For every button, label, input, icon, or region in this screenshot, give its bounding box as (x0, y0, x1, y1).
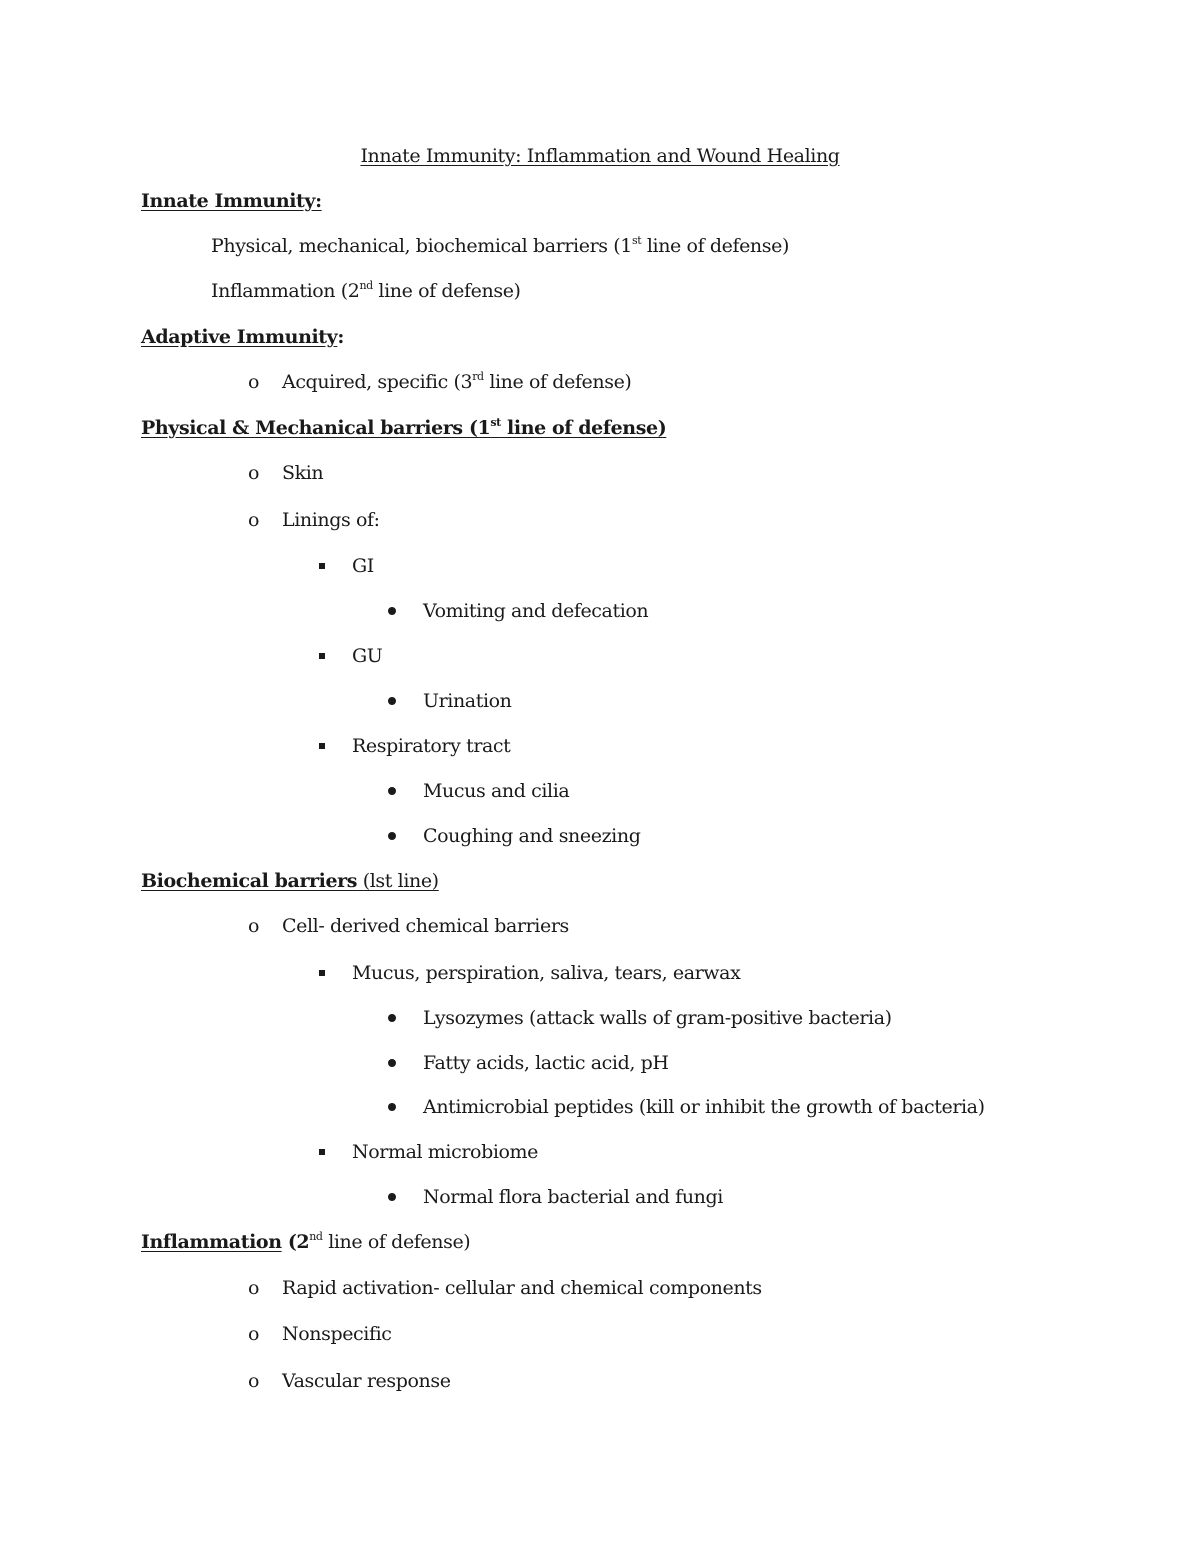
list-item: Respiratory tract (0, 731, 1200, 761)
inflammation-heading: Inflammation (2nd line of defense) (141, 1229, 471, 1253)
circle-bullet-icon: o (248, 371, 260, 393)
list-item: GU (0, 641, 1200, 671)
list-item: o Rapid activation- cellular and chemical components (0, 1273, 1200, 1303)
list-item: Mucus and cilia (0, 776, 1200, 806)
square-bullet-icon (319, 743, 325, 749)
circle-bullet-icon: o (248, 462, 260, 484)
list-item: Antimicrobial peptides (kill or inhibit the growth of bacteria) (0, 1092, 1200, 1122)
dot-bullet-icon (388, 1014, 396, 1022)
list-item: o Cell- derived chemical barriers (0, 911, 1200, 941)
list-item: o Vascular response (0, 1366, 1200, 1396)
square-bullet-icon (319, 1149, 325, 1155)
circle-bullet-icon: o (248, 1277, 260, 1299)
list-item: GI (0, 551, 1200, 581)
dot-bullet-icon (388, 1059, 396, 1067)
list-item: o Nonspecific (0, 1319, 1200, 1349)
innate-line-2: Inflammation (2nd line of defense) (211, 278, 521, 302)
dot-bullet-icon (388, 607, 396, 615)
dot-bullet-icon (388, 832, 396, 840)
list-item: Fatty acids, lactic acid, pH (0, 1048, 1200, 1078)
square-bullet-icon (319, 563, 325, 569)
list-item: o Acquired, specific (3rd line of defense) (0, 367, 1200, 397)
list-item: Normal flora bacterial and fungi (0, 1182, 1200, 1212)
list-item: o Skin (0, 458, 1200, 488)
circle-bullet-icon: o (248, 915, 260, 937)
physical-heading: Physical & Mechanical barriers (1st line of defense) (141, 415, 667, 439)
square-bullet-icon (319, 970, 325, 976)
list-item: Coughing and sneezing (0, 821, 1200, 851)
square-bullet-icon (319, 653, 325, 659)
dot-bullet-icon (388, 697, 396, 705)
dot-bullet-icon (388, 787, 396, 795)
innate-line-1: Physical, mechanical, biochemical barriers (1st line of defense) (211, 233, 789, 257)
dot-bullet-icon (388, 1103, 396, 1111)
circle-bullet-icon: o (248, 1323, 260, 1345)
innate-heading: Innate Immunity: (141, 190, 322, 212)
biochemical-heading: Biochemical barriers (lst line) (141, 870, 439, 892)
adaptive-heading: Adaptive Immunity: (141, 326, 344, 348)
circle-bullet-icon: o (248, 509, 260, 531)
list-item: Normal microbiome (0, 1137, 1200, 1167)
list-item: Urination (0, 686, 1200, 716)
list-item: Vomiting and defecation (0, 596, 1200, 626)
list-item: Mucus, perspiration, saliva, tears, earwax (0, 958, 1200, 988)
dot-bullet-icon (388, 1193, 396, 1201)
list-item: o Linings of: (0, 505, 1200, 535)
circle-bullet-icon: o (248, 1370, 260, 1392)
page-title: Innate Immunity: Inflammation and Wound Healing (360, 145, 840, 167)
list-item: Lysozymes (attack walls of gram-positive bacteria) (0, 1003, 1200, 1033)
